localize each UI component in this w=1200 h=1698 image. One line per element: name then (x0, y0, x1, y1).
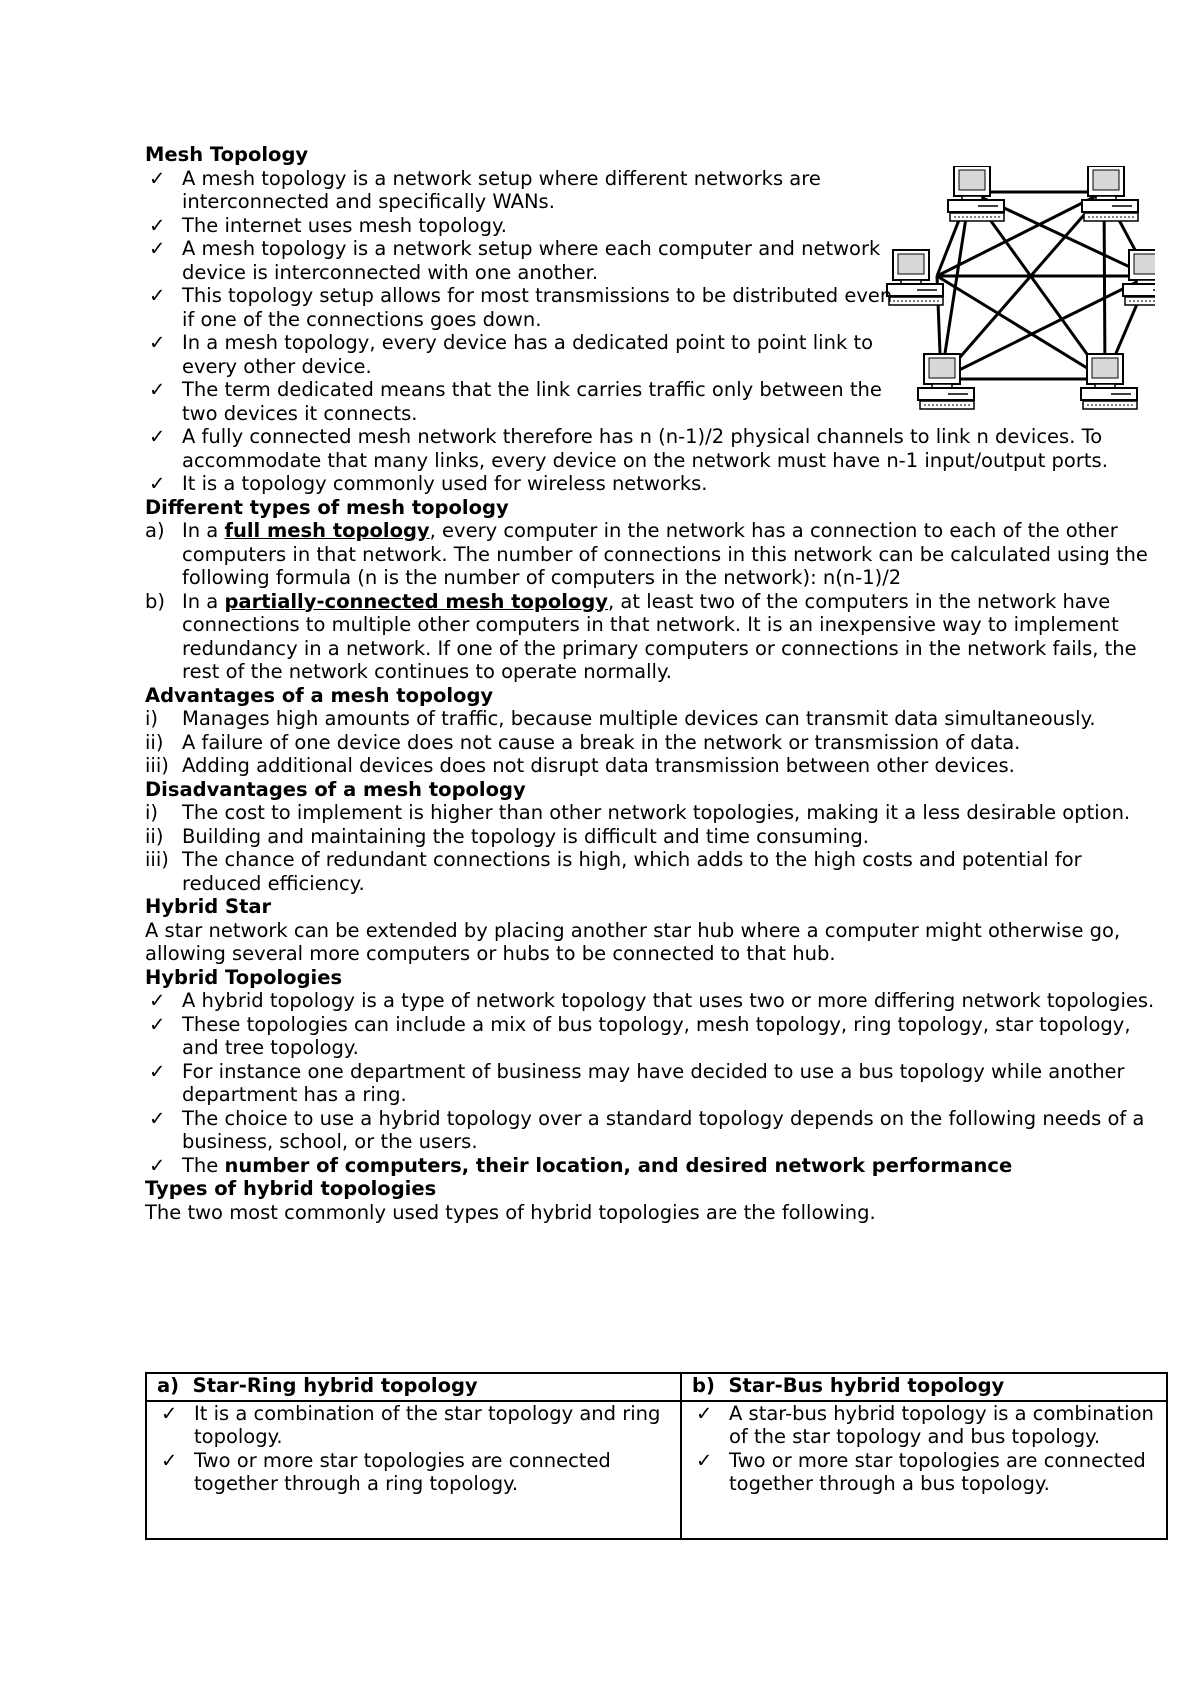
list-item: i) Manages high amounts of traffic, because multiple devices can transmit data simultaneously. (145, 707, 1096, 730)
list-item: iii) The chance of redundant connections is high, which adds to the high costs and potential for reduced efficiency. (145, 848, 1082, 895)
list-item: ✓ A fully connected mesh network therefore has n (n-1)/2 physical channels to link n devices. To accommodate that many links, every device on the network must have n-1 input/output ports. (149, 425, 1108, 472)
hybrid-types-table (145, 1372, 1168, 1540)
list-item: ✓ These topologies can include a mix of bus topology, mesh topology, ring topology, star topology, and tree topology. (149, 1012, 1131, 1059)
list-item: ✓ It is a topology commonly used for wireless networks. (149, 472, 708, 495)
heading-hybrid-star: Hybrid Star (145, 895, 272, 918)
list-item: i) The cost to implement is higher than other network topologies, making it a less desirable option. (145, 801, 1131, 824)
check-icon: ✓ (149, 1153, 166, 1177)
check-icon: ✓ (149, 1059, 166, 1083)
check-icon: ✓ (149, 1012, 166, 1036)
heading-mesh-topology: Mesh Topology (145, 143, 309, 166)
list-item: ✓ A hybrid topology is a type of network topology that uses two or more differing network topologies. (149, 989, 1155, 1012)
list-item: a) In a full mesh topology, every computer in the network has a connection to each of the other computers in that network. The number of connections in this network can be calculated using the following formula (n is the number of computers in the network): n(n-1)/2 (145, 519, 1148, 589)
hybrid-bullet-list (145, 989, 1165, 1177)
list-item: ii) A failure of one device does not cause a break in the network or transmission of data. (145, 730, 1021, 754)
check-icon: ✓ (696, 1448, 713, 1472)
advantages-list (145, 707, 1165, 778)
term-partial-mesh: partially-connected mesh topology (224, 589, 608, 613)
heading-hybrid-topologies: Hybrid Topologies (145, 965, 343, 989)
list-item: ✓ The internet uses mesh topology. (149, 213, 507, 237)
list-item: ✓ The number of computers, their location, and desired network performance (149, 1153, 1013, 1177)
list-item: ✓ A star-bus hybrid topology is a combination of the star topology and bus topology. (696, 1401, 1154, 1448)
check-icon: ✓ (149, 1106, 166, 1130)
check-icon: ✓ (149, 378, 166, 401)
list-item: b) In a partially-connected mesh topology, at least two of the computers in the network have connections to multiple other computers in that network. It is an inexpensive way to implement redundancy in a network. If one of the primary computers or connections in the network fails, the rest of the network continues to operate normally. (145, 589, 1137, 683)
check-icon: ✓ (161, 1448, 178, 1472)
heading-types-of-hybrid: Types of hybrid topologies (145, 1177, 437, 1200)
table-header-row (146, 1373, 1167, 1401)
hybrid-types-intro: The two most commonly used types of hybrid topologies are the following. (145, 1200, 876, 1224)
check-icon: ✓ (149, 284, 166, 307)
mesh-types-list (145, 519, 1165, 684)
list-item: iii) Adding additional devices does not disrupt data transmission between other devices. (145, 754, 1015, 777)
list-item: ii) Building and maintaining the topology is difficult and time consuming. (145, 824, 869, 848)
term-full-mesh: full mesh topology (224, 519, 430, 542)
check-icon: ✓ (149, 213, 166, 237)
check-icon: ✓ (149, 425, 166, 448)
list-item: ✓ In a mesh topology, every device has a dedicated point to point link to every other device. (149, 331, 874, 378)
list-item: ✓ The term dedicated means that the link carries traffic only between the two devices it connects. (149, 378, 882, 425)
list-item: ✓ This topology setup allows for most transmissions to be distributed even if one of the connections goes down. (149, 284, 893, 331)
table-header-cell: a) Star-Ring hybrid topology (146, 1373, 681, 1401)
check-icon: ✓ (149, 237, 166, 260)
heading-disadvantages: Disadvantages of a mesh topology (145, 777, 526, 801)
document-body (145, 143, 1165, 1224)
list-item: ✓ A mesh topology is a network setup where different networks are interconnected and specifically WANs. (149, 166, 821, 213)
table-cell (681, 1401, 1167, 1539)
check-icon: ✓ (149, 331, 166, 354)
list-item: ✓ The choice to use a hybrid topology over a standard topology depends on the following needs of a business, school, or the users. (149, 1106, 1145, 1153)
list-item: ✓ Two or more star topologies are connected together through a ring topology. (161, 1448, 611, 1495)
check-icon: ✓ (149, 989, 166, 1012)
table-cell (146, 1401, 681, 1539)
heading-types-of-mesh: Different types of mesh topology (145, 495, 509, 519)
check-icon: ✓ (161, 1401, 178, 1425)
check-icon: ✓ (696, 1401, 713, 1425)
list-item: ✓ A mesh topology is a network setup where each computer and network device is interconnected with one another. (149, 237, 881, 284)
check-icon: ✓ (149, 472, 166, 495)
table-header-cell: b) Star-Bus hybrid topology (681, 1373, 1167, 1401)
mesh-bullet-list (145, 167, 1165, 496)
list-item: ✓ It is a combination of the star topology and ring topology. (161, 1401, 661, 1448)
heading-advantages: Advantages of a mesh topology (145, 683, 494, 707)
list-item: ✓ Two or more star topologies are connected together through a bus topology. (696, 1448, 1146, 1495)
table-row (146, 1401, 1167, 1539)
list-item: ✓ For instance one department of business may have decided to use a bus topology while another department has a ring. (149, 1059, 1125, 1106)
check-icon: ✓ (149, 166, 166, 190)
hybrid-star-paragraph: A star network can be extended by placing another star hub where a computer might otherwise go, allowing several more computers or hubs to be connected to that hub. (145, 918, 1121, 965)
disadvantages-list (145, 801, 1165, 895)
